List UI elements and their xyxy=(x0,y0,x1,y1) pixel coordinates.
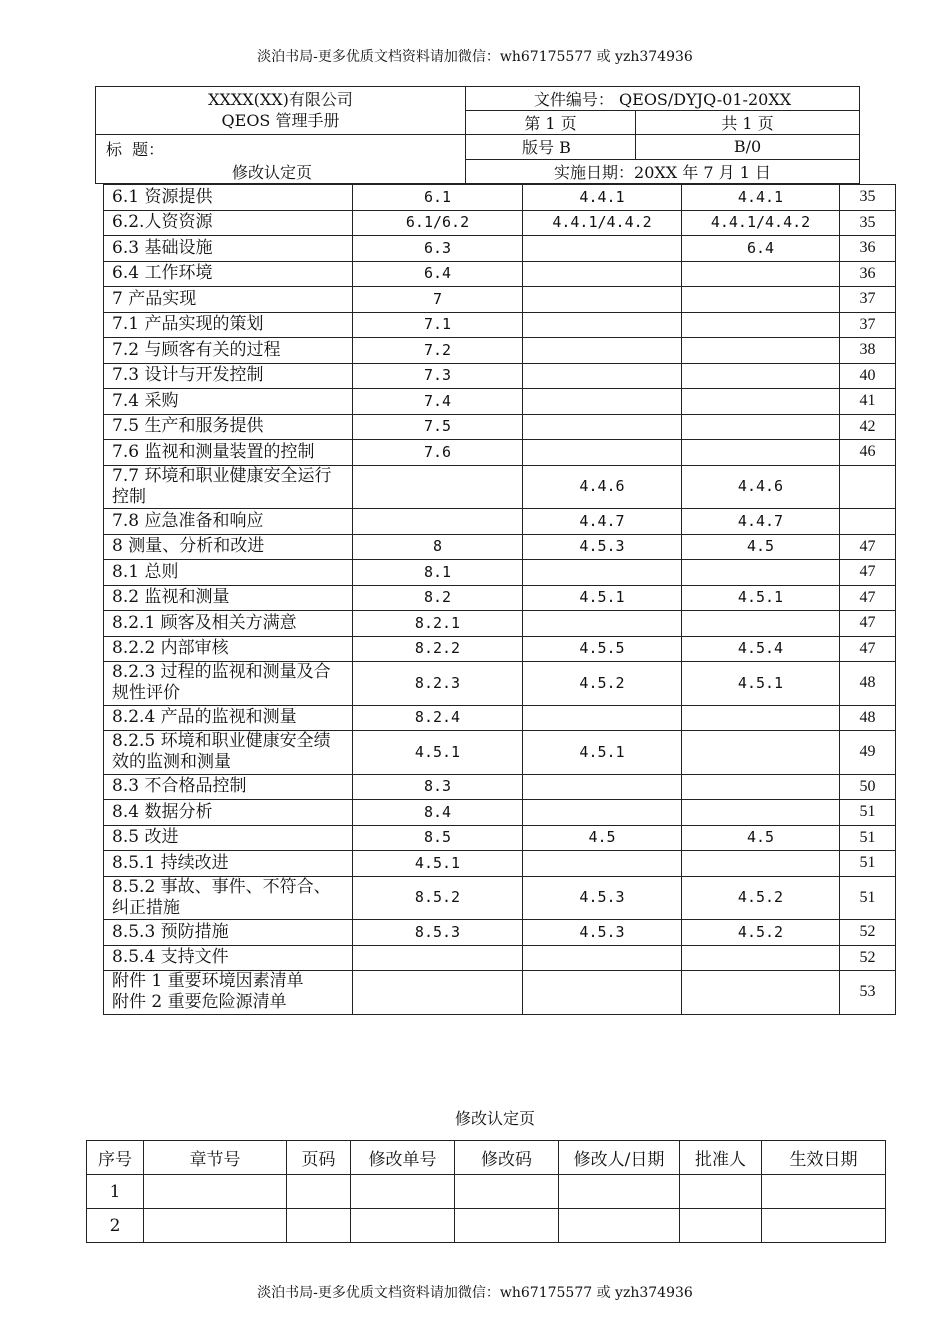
ohsas-cell: 4.5.1 xyxy=(682,585,840,611)
clause-cell: 8.2.1 顾客及相关方满意 xyxy=(104,611,353,637)
page-cell: 47 xyxy=(840,636,896,662)
revision-title: 修改认定页 xyxy=(454,1109,535,1128)
clause-cell: 7.8 应急准备和响应 xyxy=(104,509,353,535)
page-cell: 37 xyxy=(840,287,896,313)
iso14001-cell xyxy=(523,338,682,364)
iso14001-cell xyxy=(523,800,682,826)
clause-cell: 7.6 监视和测量装置的控制 xyxy=(104,440,353,466)
clause-cell: 8.2.3 过程的监视和测量及合规性评价 xyxy=(104,662,353,706)
total-pages: 共 1 页 xyxy=(636,111,860,135)
table-row xyxy=(104,312,896,338)
iso9001-cell: 8.2.3 xyxy=(353,662,523,706)
ohsas-cell: 4.4.7 xyxy=(682,509,840,535)
clause-cell: 8.2.5 环境和职业健康安全绩效的监测和测量 xyxy=(104,731,353,775)
clause-cell: 8.4 数据分析 xyxy=(104,800,353,826)
table-row xyxy=(104,236,896,262)
iso9001-cell: 4.5.1 xyxy=(353,851,523,877)
iso14001-cell xyxy=(523,236,682,262)
iso9001-cell: 6.3 xyxy=(353,236,523,262)
table-row xyxy=(104,261,896,287)
revision-cell xyxy=(287,1209,351,1243)
ohsas-cell: 4.4.6 xyxy=(682,465,840,509)
revision-cell: 1 xyxy=(87,1175,144,1209)
ohsas-cell xyxy=(682,338,840,364)
revision-cell xyxy=(680,1175,762,1209)
subject-title: 修改认定页 xyxy=(232,163,313,182)
iso14001-cell: 4.5.3 xyxy=(523,876,682,920)
table-row xyxy=(104,876,896,920)
effective-date: 实施日期：20XX 年 7 月 1 日 xyxy=(466,159,860,184)
ohsas-cell xyxy=(682,851,840,877)
iso14001-cell xyxy=(523,945,682,971)
clause-cell: 7.1 产品实现的策划 xyxy=(104,312,353,338)
iso9001-cell: 8 xyxy=(353,534,523,560)
ohsas-cell xyxy=(682,945,840,971)
iso9001-cell: 8.2.2 xyxy=(353,636,523,662)
iso14001-cell xyxy=(523,261,682,287)
clause-cell: 8 测量、分析和改进 xyxy=(104,534,353,560)
clause-cell: 6.4 工作环境 xyxy=(104,261,353,287)
revision-cell xyxy=(287,1175,351,1209)
iso14001-cell: 4.4.7 xyxy=(523,509,682,535)
table-row xyxy=(104,611,896,637)
clause-cell: 7 产品实现 xyxy=(104,287,353,313)
watermark-top: 淡泊书局-更多优质文档资料请加微信：wh67175577 或 yzh374936 xyxy=(257,49,693,65)
iso14001-cell: 4.5.5 xyxy=(523,636,682,662)
ohsas-cell xyxy=(682,389,840,415)
ohsas-cell xyxy=(682,971,840,1015)
iso9001-cell xyxy=(353,465,523,509)
clause-cell: 8.2 监视和测量 xyxy=(104,585,353,611)
page-cell: 50 xyxy=(840,774,896,800)
iso14001-cell xyxy=(523,389,682,415)
clause-cell: 8.2.2 内部审核 xyxy=(104,636,353,662)
clause-cell: 8.2.4 产品的监视和测量 xyxy=(104,705,353,731)
revision-header-cell: 页码 xyxy=(287,1141,351,1175)
revision-header-row xyxy=(87,1141,886,1175)
revision-cell xyxy=(762,1175,886,1209)
table-row xyxy=(104,636,896,662)
page-cell: 52 xyxy=(840,920,896,946)
table-row xyxy=(104,338,896,364)
iso9001-cell: 6.1/6.2 xyxy=(353,210,523,236)
revision-cell xyxy=(559,1175,680,1209)
iso9001-cell: 8.1 xyxy=(353,560,523,586)
page-cell: 41 xyxy=(840,389,896,415)
clause-cell: 8.5.3 预防措施 xyxy=(104,920,353,946)
page-cell: 47 xyxy=(840,585,896,611)
iso14001-cell: 4.5 xyxy=(523,825,682,851)
iso9001-cell: 7.5 xyxy=(353,414,523,440)
table-row xyxy=(104,945,896,971)
table-row xyxy=(104,731,896,775)
clause-cell: 7.2 与顾客有关的过程 xyxy=(104,338,353,364)
page-cell: 40 xyxy=(840,363,896,389)
page-cell: 42 xyxy=(840,414,896,440)
table-row xyxy=(104,774,896,800)
revision-cell xyxy=(144,1175,287,1209)
clause-cell: 8.3 不合格品控制 xyxy=(104,774,353,800)
iso14001-cell xyxy=(523,851,682,877)
ohsas-cell xyxy=(682,312,840,338)
iso14001-cell xyxy=(523,363,682,389)
table-row xyxy=(104,414,896,440)
page-cell: 38 xyxy=(840,338,896,364)
iso14001-cell: 4.5.3 xyxy=(523,534,682,560)
page-cell: 35 xyxy=(840,210,896,236)
revision-cell xyxy=(144,1209,287,1243)
ohsas-cell xyxy=(682,414,840,440)
revision-header-cell: 批准人 xyxy=(680,1141,762,1175)
iso9001-cell: 6.1 xyxy=(353,185,523,211)
table-row xyxy=(104,534,896,560)
clause-cell: 6.3 基础设施 xyxy=(104,236,353,262)
page-cell: 37 xyxy=(840,312,896,338)
ohsas-cell xyxy=(682,560,840,586)
page-cell: 47 xyxy=(840,560,896,586)
iso14001-cell xyxy=(523,971,682,1015)
page-cell: 48 xyxy=(840,705,896,731)
ohsas-cell: 4.5.2 xyxy=(682,920,840,946)
iso14001-cell xyxy=(523,560,682,586)
iso9001-cell: 7.6 xyxy=(353,440,523,466)
page-cell: 51 xyxy=(840,876,896,920)
revision-header-cell: 修改人/日期 xyxy=(559,1141,680,1175)
iso14001-cell: 4.5.1 xyxy=(523,731,682,775)
iso9001-cell: 7 xyxy=(353,287,523,313)
clause-cell: 8.1 总则 xyxy=(104,560,353,586)
page-cell: 47 xyxy=(840,534,896,560)
table-row xyxy=(104,920,896,946)
iso14001-cell xyxy=(523,705,682,731)
iso14001-cell xyxy=(523,774,682,800)
page-cell: 36 xyxy=(840,261,896,287)
doc-number: 文件编号： QEOS/DYJQ-01-20XX xyxy=(466,87,860,111)
ohsas-cell: 4.4.1/4.4.2 xyxy=(682,210,840,236)
table-row xyxy=(104,705,896,731)
revision-header-cell: 修改码 xyxy=(455,1141,559,1175)
iso14001-cell: 4.5.2 xyxy=(523,662,682,706)
ohsas-cell: 4.5.2 xyxy=(682,876,840,920)
iso9001-cell: 6.4 xyxy=(353,261,523,287)
table-row xyxy=(104,509,896,535)
subject-label: 标 题： xyxy=(106,140,165,159)
ohsas-cell xyxy=(682,287,840,313)
manual-name: QEOS 管理手册 xyxy=(221,110,340,130)
table-row xyxy=(104,971,896,1015)
ohsas-cell xyxy=(682,800,840,826)
iso9001-cell: 8.4 xyxy=(353,800,523,826)
revision-cell xyxy=(455,1209,559,1243)
page-cell: 35 xyxy=(840,185,896,211)
iso9001-cell: 8.2 xyxy=(353,585,523,611)
iso9001-cell xyxy=(353,971,523,1015)
table-row xyxy=(104,825,896,851)
clause-cell: 8.5.4 支持文件 xyxy=(104,945,353,971)
iso9001-cell: 8.2.4 xyxy=(353,705,523,731)
revision-cell xyxy=(351,1209,455,1243)
page-cell: 36 xyxy=(840,236,896,262)
table-row xyxy=(104,800,896,826)
iso14001-cell: 4.4.1/4.4.2 xyxy=(523,210,682,236)
ohsas-cell: 4.5.4 xyxy=(682,636,840,662)
clause-cell: 6.2.人资资源 xyxy=(104,210,353,236)
table-row xyxy=(104,363,896,389)
revision-row xyxy=(87,1175,886,1209)
version-value: B/0 xyxy=(636,135,860,160)
revision-cell xyxy=(351,1175,455,1209)
page-cell: 46 xyxy=(840,440,896,466)
table-row xyxy=(104,465,896,509)
table-row xyxy=(104,389,896,415)
ohsas-cell: 4.5 xyxy=(682,534,840,560)
company-name: XXXX(XX)有限公司 xyxy=(208,89,353,109)
iso9001-cell: 7.3 xyxy=(353,363,523,389)
table-row xyxy=(104,440,896,466)
page-cell xyxy=(840,465,896,509)
page-cell: 51 xyxy=(840,825,896,851)
revision-cell xyxy=(762,1209,886,1243)
table-row xyxy=(104,560,896,586)
document-header xyxy=(95,86,860,184)
watermark-bottom: 淡泊书局-更多优质文档资料请加微信：wh67175577 或 yzh374936 xyxy=(257,1285,693,1301)
revision-header-cell: 生效日期 xyxy=(762,1141,886,1175)
clause-cell: 7.5 生产和服务提供 xyxy=(104,414,353,440)
clause-cell: 7.4 采购 xyxy=(104,389,353,415)
ohsas-cell xyxy=(682,731,840,775)
page-cell: 47 xyxy=(840,611,896,637)
table-row xyxy=(104,210,896,236)
clause-cell: 8.5.1 持续改进 xyxy=(104,851,353,877)
version-label: 版号 B xyxy=(466,135,636,160)
revision-cell xyxy=(559,1209,680,1243)
ohsas-cell: 4.4.1 xyxy=(682,185,840,211)
page-cell: 48 xyxy=(840,662,896,706)
ohsas-cell xyxy=(682,774,840,800)
iso9001-cell xyxy=(353,945,523,971)
iso9001-cell: 4.5.1 xyxy=(353,731,523,775)
iso9001-cell: 8.5.2 xyxy=(353,876,523,920)
page-cell: 51 xyxy=(840,800,896,826)
table-row xyxy=(104,287,896,313)
ohsas-cell xyxy=(682,611,840,637)
iso9001-cell: 7.1 xyxy=(353,312,523,338)
page-cell: 53 xyxy=(840,971,896,1015)
page-number: 第 1 页 xyxy=(466,111,636,135)
clause-cell: 7.7 环境和职业健康安全运行控制 xyxy=(104,465,353,509)
iso9001-cell: 7.4 xyxy=(353,389,523,415)
iso14001-cell xyxy=(523,611,682,637)
revision-table xyxy=(86,1140,886,1243)
iso14001-cell: 4.5.1 xyxy=(523,585,682,611)
table-row xyxy=(104,585,896,611)
iso14001-cell: 4.4.1 xyxy=(523,185,682,211)
iso14001-cell: 4.5.3 xyxy=(523,920,682,946)
subject-cell xyxy=(96,135,466,184)
iso14001-cell xyxy=(523,414,682,440)
revision-cell xyxy=(680,1209,762,1243)
iso9001-cell: 8.5.3 xyxy=(353,920,523,946)
revision-header-cell: 章节号 xyxy=(144,1141,287,1175)
ohsas-cell xyxy=(682,261,840,287)
company-block xyxy=(96,87,466,135)
iso14001-cell xyxy=(523,312,682,338)
table-row xyxy=(104,851,896,877)
iso14001-cell xyxy=(523,287,682,313)
clause-cell: 8.5.2 事故、事件、不符合、纠正措施 xyxy=(104,876,353,920)
ohsas-cell: 4.5 xyxy=(682,825,840,851)
revision-cell: 2 xyxy=(87,1209,144,1243)
page-cell: 49 xyxy=(840,731,896,775)
clause-cell: 8.5 改进 xyxy=(104,825,353,851)
iso9001-cell: 8.2.1 xyxy=(353,611,523,637)
iso9001-cell: 7.2 xyxy=(353,338,523,364)
revision-header-cell: 序号 xyxy=(87,1141,144,1175)
page-cell xyxy=(840,509,896,535)
iso9001-cell: 8.3 xyxy=(353,774,523,800)
iso14001-cell: 4.4.6 xyxy=(523,465,682,509)
iso9001-cell: 8.5 xyxy=(353,825,523,851)
ohsas-cell xyxy=(682,705,840,731)
page-cell: 51 xyxy=(840,851,896,877)
ohsas-cell xyxy=(682,440,840,466)
table-row xyxy=(104,185,896,211)
page-cell: 52 xyxy=(840,945,896,971)
revision-row xyxy=(87,1209,886,1243)
ohsas-cell: 4.5.1 xyxy=(682,662,840,706)
ohsas-cell: 6.4 xyxy=(682,236,840,262)
revision-cell xyxy=(455,1175,559,1209)
ohsas-cell xyxy=(682,363,840,389)
table-row xyxy=(104,662,896,706)
clause-cell: 7.3 设计与开发控制 xyxy=(104,363,353,389)
iso14001-cell xyxy=(523,440,682,466)
revision-header-cell: 修改单号 xyxy=(351,1141,455,1175)
clause-cell: 6.1 资源提供 xyxy=(104,185,353,211)
iso9001-cell xyxy=(353,509,523,535)
clause-table xyxy=(103,184,896,1015)
clause-cell: 附件 1 重要环境因素清单 附件 2 重要危险源清单 xyxy=(104,971,353,1015)
